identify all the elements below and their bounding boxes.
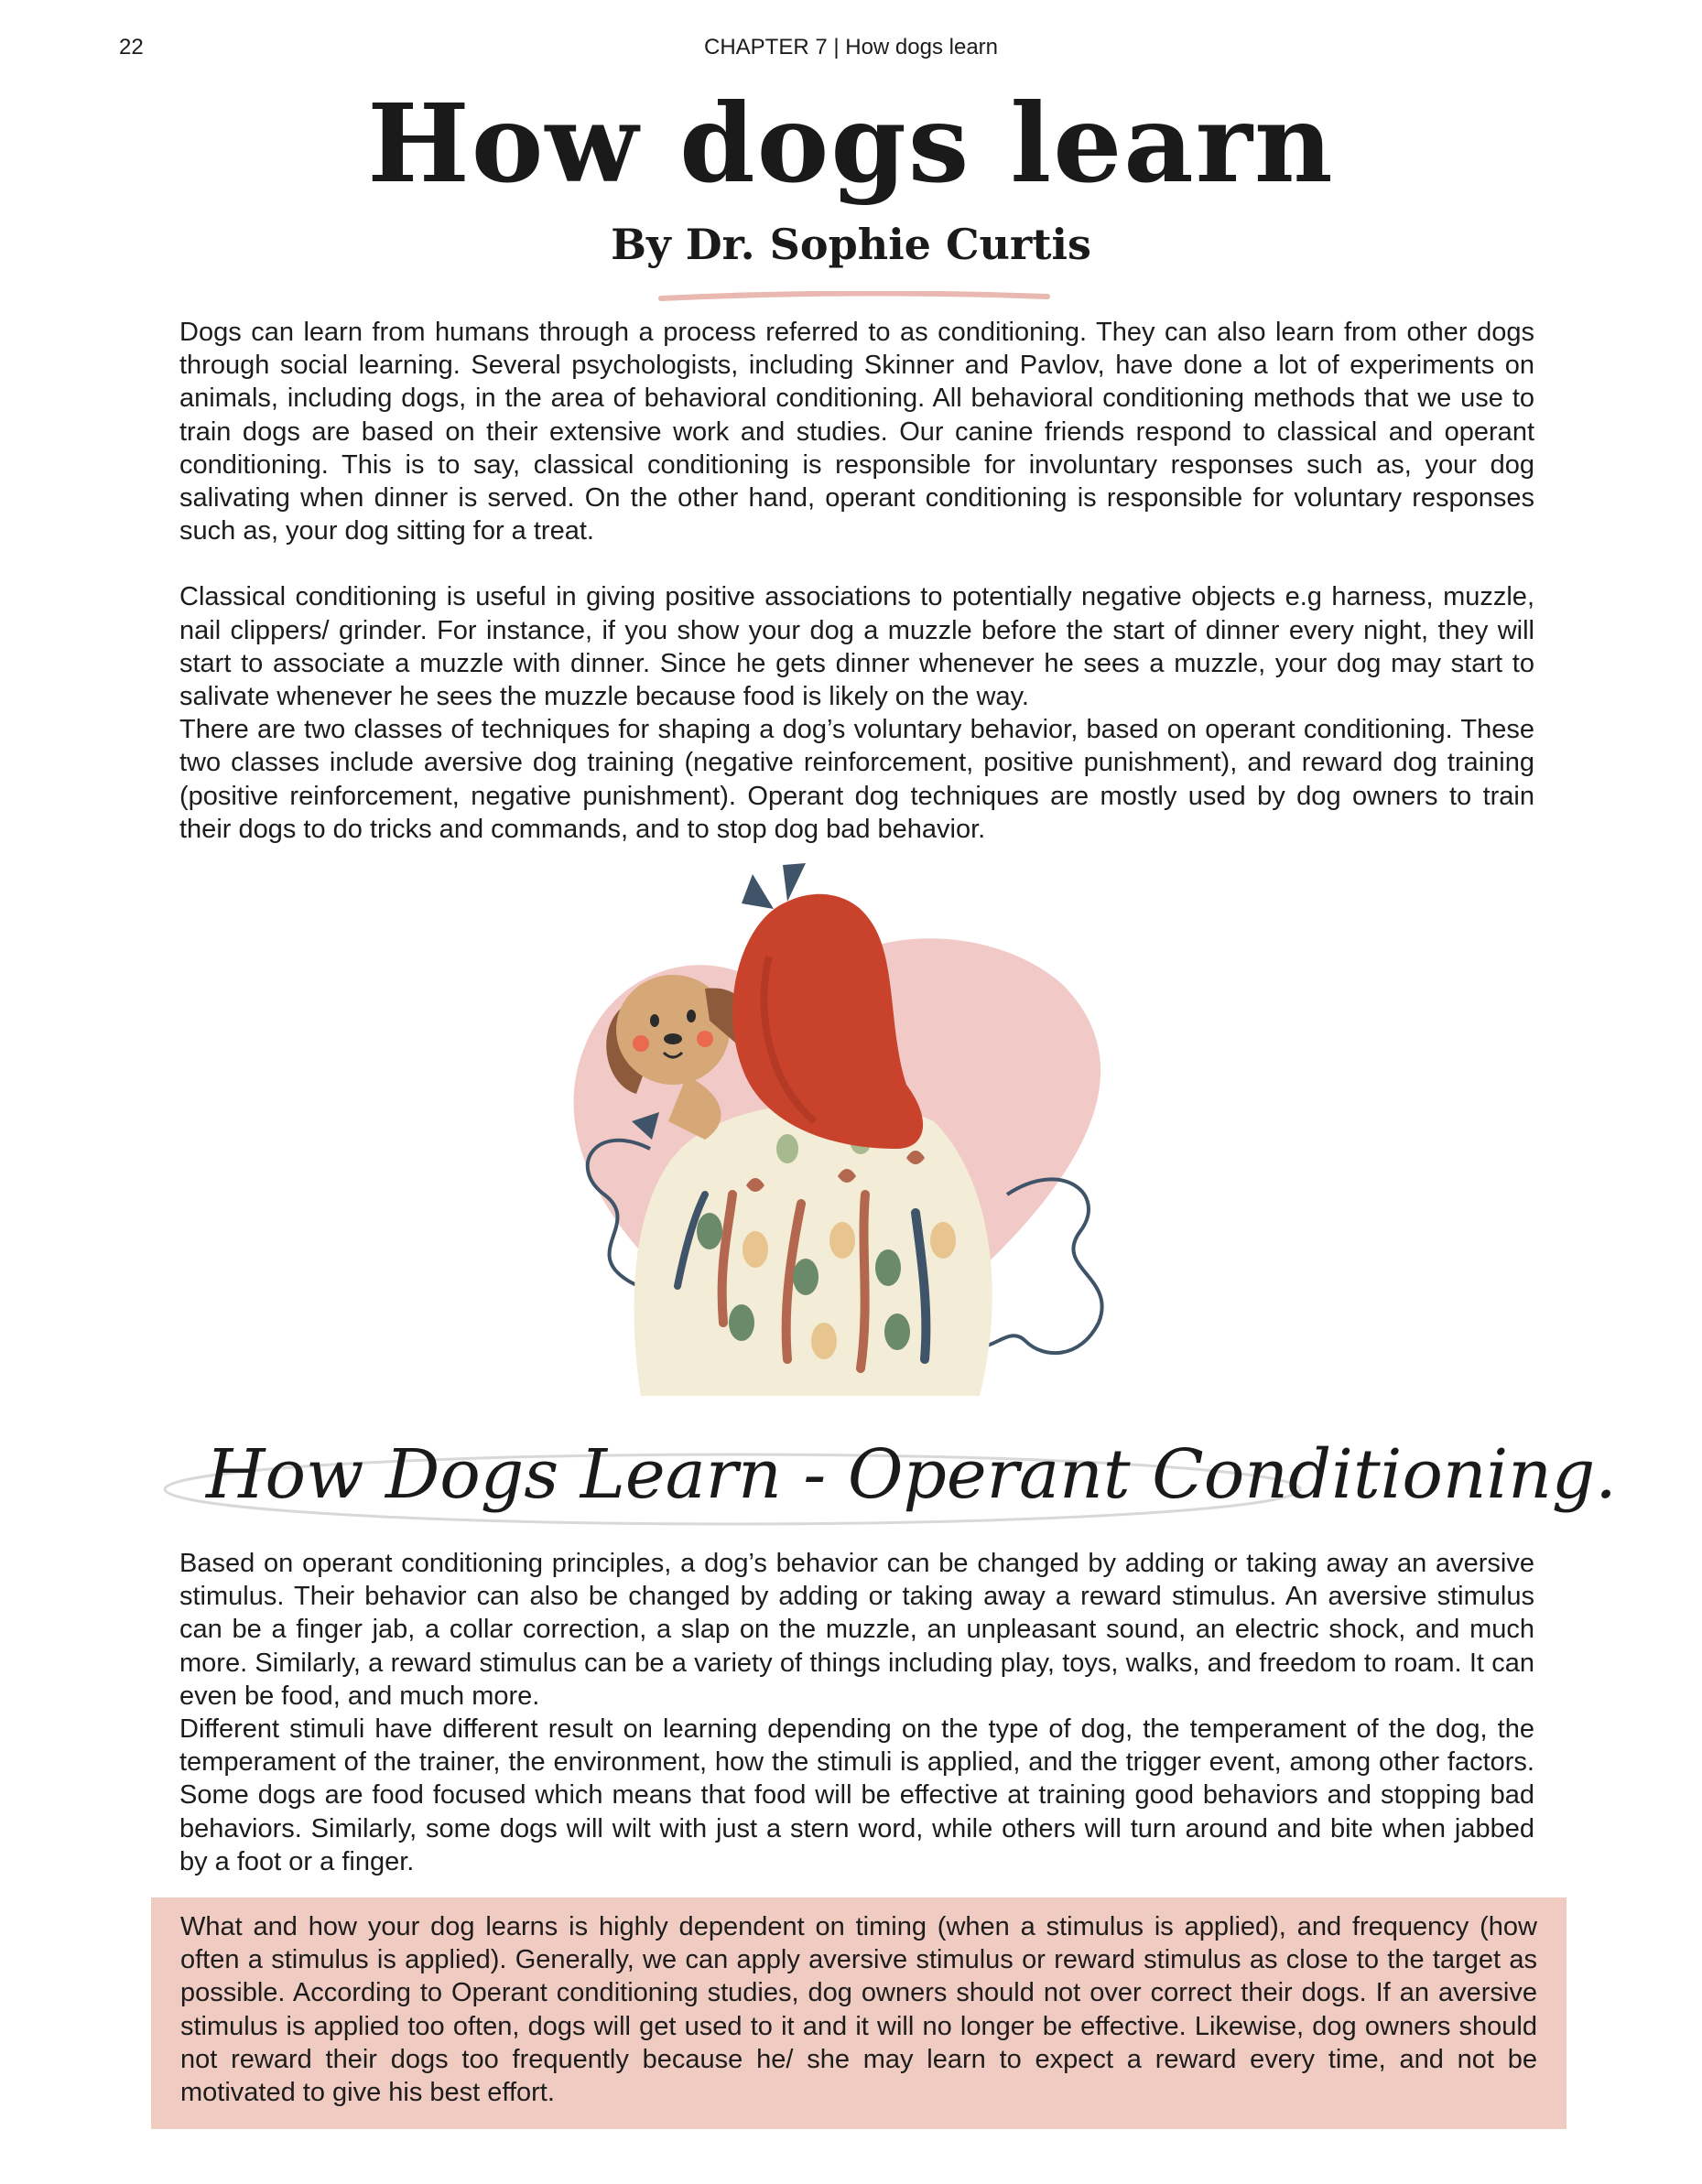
intro-text xyxy=(179,316,1534,846)
section-heading-banner xyxy=(160,1428,1617,1538)
intro-paragraph-2: Classical conditioning is useful in giving positive associations to potentially negative objects e.g harness, muzzle, nail clippers/ grinder. For instance, if you show your dog a muzzle before the start of dinner every night, they will start to associate a muzzle with dinner. Since he gets dinner whenever he sees a muzzle, your dog may start to salivate whenever he sees the muzzle because food is likely on the way. xyxy=(179,582,1534,712)
article-byline: By Dr. Sophie Curtis xyxy=(611,220,1091,269)
running-head: CHAPTER 7 | How dogs learn xyxy=(703,35,999,59)
section-text xyxy=(179,1547,1534,1878)
page-number: 22 xyxy=(119,35,144,59)
callout-box xyxy=(151,1897,1566,2129)
title-underline-decoration xyxy=(657,291,1051,302)
intro-paragraph-1: Dogs can learn from humans through a process referred to as conditioning. They can also learn from other dogs through social learning. Several psychologists, including Skinner and Pavlov, have done a lot of experiments on animals, including dogs, in the area of behavioral conditioning. All behavioral conditioning methods that we use to train dogs are based on their extensive work and studies. Our canine friends respond to classical and operant conditioning. This is to say, classical conditioning is responsible for involuntary responses such as, your dog salivating when dinner is served. On the other hand, operant conditioning is responsible for voluntary responses such as, your dog sitting for a treat. xyxy=(179,318,1534,546)
section-paragraph-1: Based on operant conditioning principles, a dog’s behavior can be changed by adding or taking away an aversive stimulus. Their behavior can also be changed by adding or taking away a reward stimulus. An aversive stimulus can be a finger jab, a collar correction, a slap on the muzzle, an unpleasant sound, an electric shock, and much more. Similarly, a reward stimulus can be a variety of things including play, toys, walks, and freedom to roam. It can even be food, and much more. xyxy=(179,1549,1534,1711)
callout-text: What and how your dog learns is highly dependent on timing (when a stimulus is applied), and frequency (how often a stimulus is applied). Generally, we can apply aversive stimulus or reward stimulus as close to the target as possible. According to Operant conditioning studies, dog owners should not over correct their dogs. If an aversive stimulus is applied too often, dogs will get used to it and it will no longer be effective. Likewise, dog owners should not reward their dogs too frequently because he/ she may learn to expect a reward every time, and not be motivated to give his best effort. xyxy=(180,1912,1537,2108)
section-paragraph-2: Different stimuli have different result on learning depending on the type of dog, the temperament of the dog, the temperament of the trainer, the environment, how the stimuli is applied, and the trigger event, among other factors. Some dogs are food focused which means that food will be effective at training good behaviors and stopping bad behaviors. Similarly, some dogs will wilt with just a stern word, while others will turn around and bite when jabbed by a foot or a finger. xyxy=(179,1714,1534,1876)
woman-hugging-dog-illustration xyxy=(513,847,1209,1433)
intro-paragraph-3: There are two classes of techniques for shaping a dog’s voluntary behavior, based on operant conditioning. These two classes include aversive dog training (negative reinforcement, positive punishment), and reward dog training (positive reinforcement, negative punishment). Operant dog techniques are mostly used by dog owners to train their dogs to do tricks and commands, and to stop dog bad behavior. xyxy=(179,715,1534,844)
section-heading: How Dogs Learn - Operant Conditioning. xyxy=(206,1435,1617,1514)
article-title: How dogs learn xyxy=(367,80,1335,207)
